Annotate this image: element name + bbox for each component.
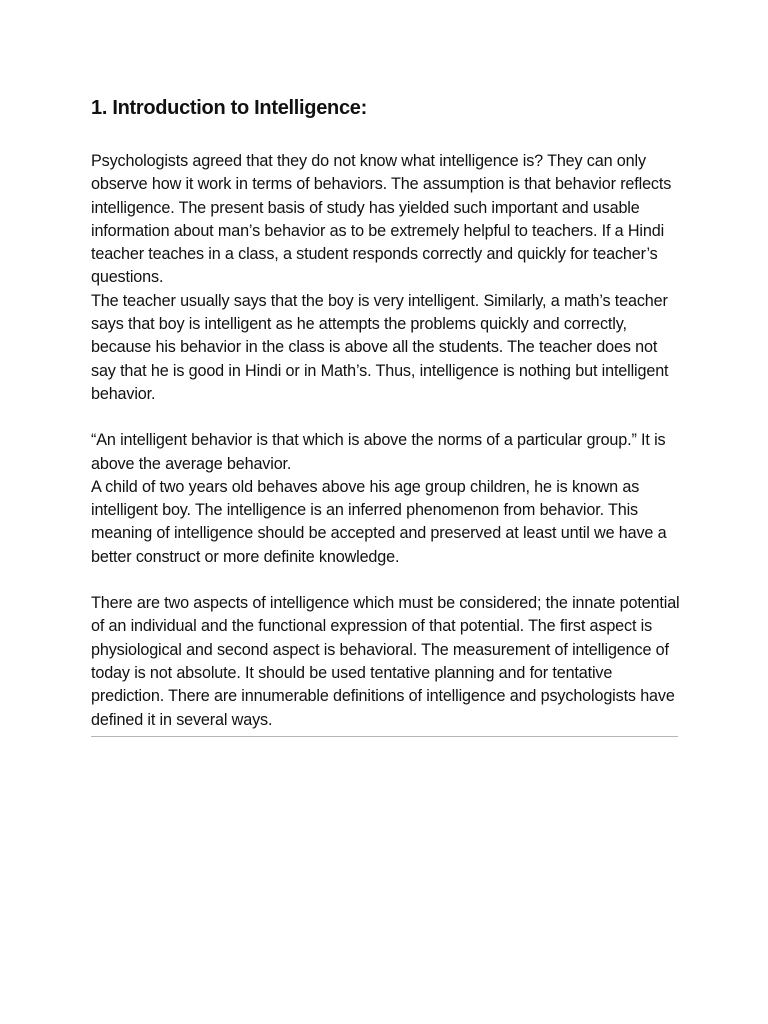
paragraph-1: Psychologists agreed that they do not know what intelligence is? They can only observe how it work in terms of behaviors. The assumption is that behavior reflects intelligence. The present basis of study has yielded such important and usable information about man’s behavior as to be extremely helpful to teachers. If a Hindi teacher teaches in a class, a student responds correctly and quickly for teacher’s questions. xyxy=(91,152,672,287)
paragraph-4: A child of two years old behaves above his age group children, he is known as intelligent boy. The intelligence is an inferred phenomenon from behavior. This meaning of intelligence should be accepted and preserved at least until we have a better construct or more definite knowledge. xyxy=(91,477,667,566)
paragraph-gap xyxy=(91,569,686,592)
paragraph-gap xyxy=(91,406,686,429)
paragraph-5: There are two aspects of intelligence which must be considered; the innate potential of an individual and the functional expression of that potential. The first aspect is physiological and second aspect is behavioral. The measurement of intelligence of today is not absolute. It should be used tentative planning and for tentative prediction. There are innumerable definitions of intelligence and psychologists have defined it in several ways. xyxy=(91,594,680,729)
paragraph-3: “An intelligent behavior is that which is above the norms of a particular group.” It is above the average behavior. xyxy=(91,431,666,473)
horizontal-divider xyxy=(91,736,678,737)
section-heading: 1. Introduction to Intelligence: xyxy=(91,97,367,119)
document-body xyxy=(91,150,686,732)
paragraph-2: The teacher usually says that the boy is very intelligent. Similarly, a math’s teacher says that boy is intelligent as he attempts the problems quickly and correctly, because his behavior in the class is above all the students. The teacher does not say that he is good in Hindi or in Math’s. Thus, intelligence is nothing but intelligent behavior. xyxy=(91,291,669,403)
